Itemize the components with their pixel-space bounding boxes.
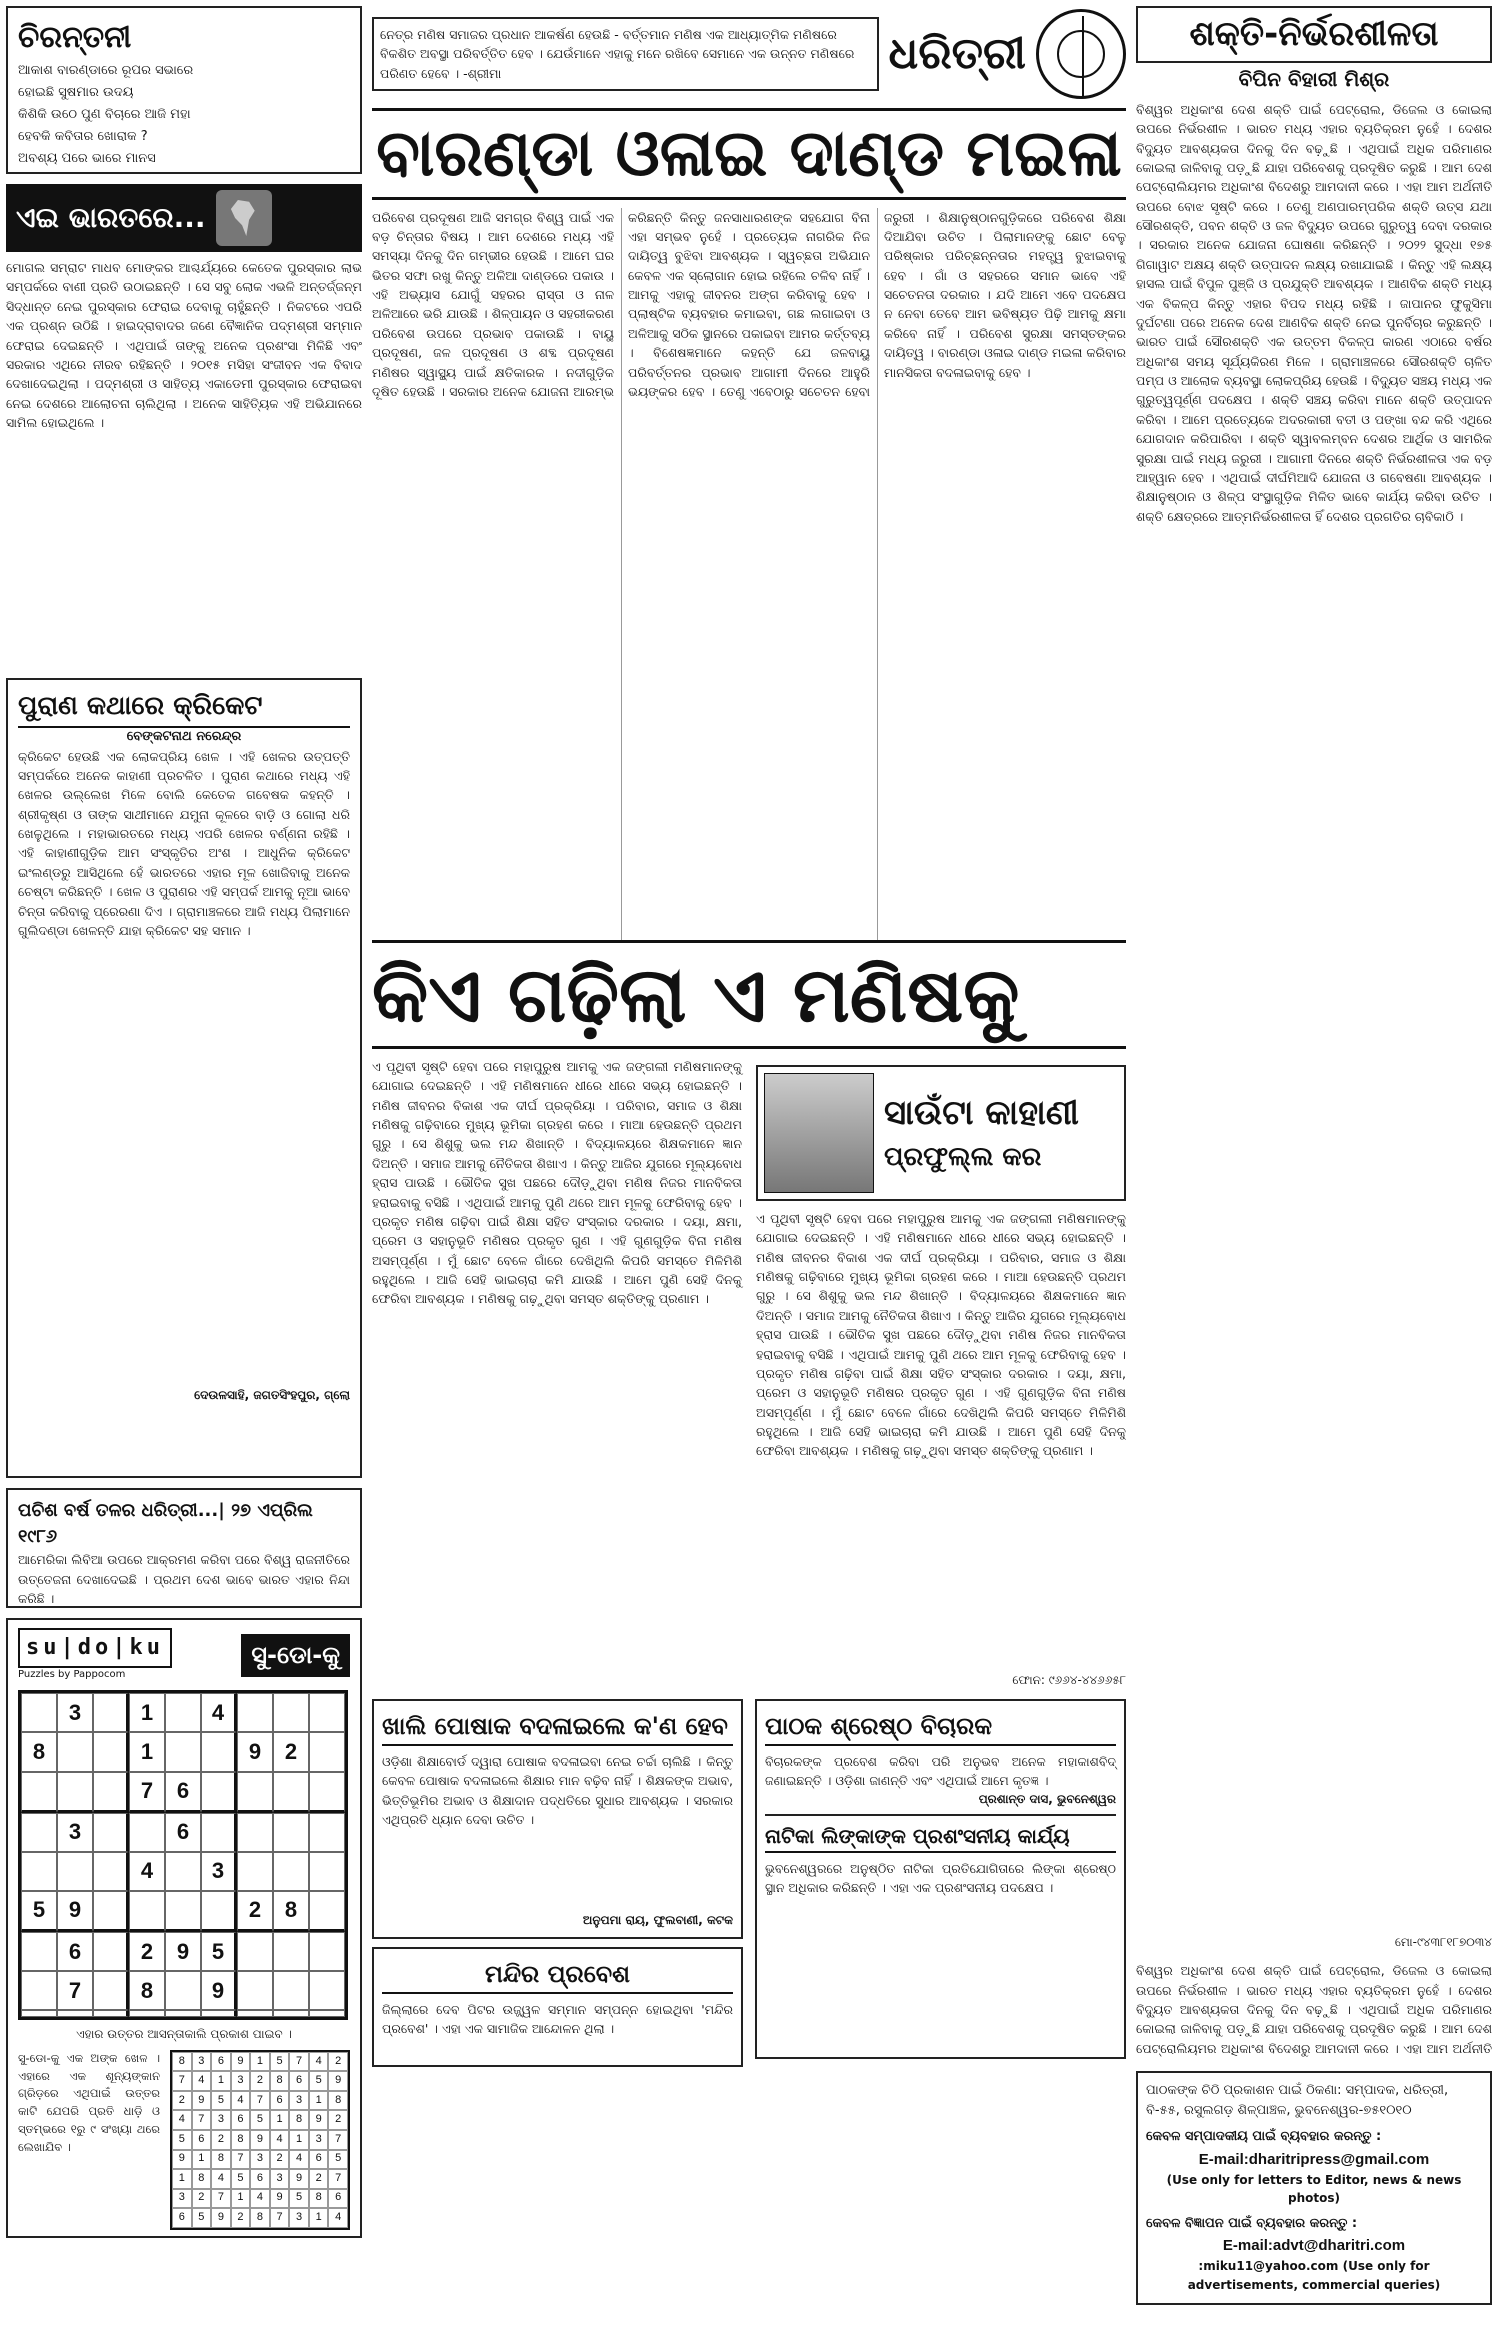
- sudoku-cell[interactable]: 8: [21, 1732, 57, 1771]
- contact-box: [1136, 2071, 1492, 2304]
- sudoku-cell[interactable]: [273, 1852, 309, 1891]
- solution-cell: 6: [250, 2169, 270, 2189]
- solution-cell: 4: [192, 2071, 212, 2091]
- sudoku-cell[interactable]: [201, 1732, 237, 1771]
- sudoku-cell[interactable]: 5: [201, 1932, 237, 1971]
- sudoku-cell[interactable]: [93, 1813, 129, 1852]
- sudoku-cell[interactable]: [165, 2010, 201, 2017]
- poem-line: [18, 170, 350, 174]
- solution-cell: 2: [328, 2052, 348, 2072]
- solution-cell: 1: [192, 2150, 212, 2170]
- sudoku-cell[interactable]: [165, 1852, 201, 1891]
- sudoku-cell[interactable]: [93, 1693, 129, 1732]
- sudoku-cell[interactable]: 7: [57, 1971, 93, 2010]
- solution-cell: 3: [289, 2208, 309, 2228]
- solution-cell: 7: [192, 2110, 212, 2130]
- solution-cell: 5: [289, 2189, 309, 2209]
- solution-cell: 4: [270, 2130, 290, 2150]
- solution-cell: 5: [309, 2071, 329, 2091]
- solution-cell: 7: [328, 2130, 348, 2150]
- solution-cell: 6: [289, 2071, 309, 2091]
- solution-cell: 1: [250, 2052, 270, 2072]
- solution-cell: 7: [231, 2150, 251, 2170]
- solution-cell: 9: [289, 2169, 309, 2189]
- sudoku-cell[interactable]: [201, 1813, 237, 1852]
- masthead: [372, 6, 1126, 102]
- sudoku-cell[interactable]: [309, 2010, 345, 2017]
- middle-column: [372, 6, 1126, 2071]
- bharat-text: ମୋଗଲ ସମ୍ରାଟ ମାଧବ ମୋଙ୍କର ଆଶ୍ଚର୍ଯ୍ୟରେ କେତେକ ପୁରସ୍କାର ଲାଭ ସମ୍ପର୍କରେ ବାଣୀ ପ୍ରତି ଉଠାଇଛନ୍ତି । ସେ ସବୁ ଲୋକ ଏଭଳି ଅନ୍ତର୍ଜ୍ଜନ୍ମ ସିଦ୍ଧାନ୍ତ ନେଇ ପୁରସ୍କାର ଫେରାଇ ଦେବାକୁ ଚାହୁଁଛନ୍ତି । ନିକଟରେ ଏପରି ଏକ ପ୍ରଶ୍ନ ଉଠିଛି । ହାଇଦ୍ରାବାଦର ଜଣେ ବୈଜ୍ଞାନିକ ପଦ୍ମଶ୍ରୀ ସମ୍ମାନ ଫେରାଇ ଦେଇଛନ୍ତି । ଏଥିପାଇଁ ତାଙ୍କୁ ଅନେକ ପ୍ରଶଂସା ମିଳିଛି ଏବଂ ସରକାର ଏଥିରେ ନୀରବ ରହିଛନ୍ତି । ୨୦୧୫ ମସିହା ସଂଜୀବନ ଏକ ବିବାଦ ଦେଖାଦେଇଥିଲା । ପଦ୍ମଶ୍ରୀ ଓ ସାହିତ୍ୟ ଏକାଡେମୀ ପୁରସ୍କାର ଫେରାଇବା ନେଇ ଦେଶରେ ଆଲୋଚନା ଚାଲିଥିଲା । ଅନେକ ସାହିତ୍ୟିକ ଏହି ଅଭିଯାନରେ ସାମିଲ ହୋଇଥିଲେ ।: [6, 260, 362, 430]
- sudoku-cell[interactable]: [93, 1891, 129, 1932]
- solution-cell: 4: [211, 2169, 231, 2189]
- dharitri-logo: ଧରିତ୍ରୀ: [888, 28, 1026, 80]
- solution-cell: 8: [309, 2189, 329, 2209]
- poem-title: ଚିରନ୍ତନୀ: [18, 20, 132, 55]
- sudoku-cell[interactable]: 3: [201, 1852, 237, 1891]
- cricket-author: ବେଙ୍କଟନାଥ ନରେନ୍ଦ୍ର: [126, 728, 242, 744]
- sudoku-cell[interactable]: [165, 1971, 201, 2010]
- solution-cell: 8: [172, 2052, 192, 2072]
- solution-cell: 9: [270, 2189, 290, 2209]
- sudoku-cell[interactable]: [237, 2010, 273, 2017]
- article-2: [372, 1049, 1126, 1689]
- readers-box: [755, 1699, 1126, 2059]
- solution-cell: 6: [328, 2189, 348, 2209]
- poem-box: [6, 6, 362, 174]
- solution-cell: 9: [231, 2052, 251, 2072]
- article-2-text-left: ଏ ପୃଥିବୀ ସୃଷ୍ଟି ହେବା ପରେ ମହାପୁରୁଷ ଆମକୁ ଏକ ଜଙ୍ଗଲୀ ମଣିଷମାନଙ୍କୁ ଯୋଗାଇ ଦେଇଛନ୍ତି । ଏହି ମଣିଷମାନେ ଧୀରେ ଧୀରେ ସଭ୍ୟ ହୋଇଛନ୍ତି । ମଣିଷ ଜୀବନର ବିକାଶ ଏକ ଦୀର୍ଘ ପ୍ରକ୍ରିୟା । ପରିବାର, ସମାଜ ଓ ଶିକ୍ଷା ମଣିଷକୁ ଗଢ଼ିବାରେ ମୁଖ୍ୟ ଭୂମିକା ଗ୍ରହଣ କରେ । ମାଆ ହେଉଛନ୍ତି ପ୍ରଥମ ଗୁରୁ । ସେ ଶିଶୁକୁ ଭଲ ମନ୍ଦ ଶିଖାନ୍ତି । ବିଦ୍ୟାଳୟରେ ଶିକ୍ଷକମାନେ ଜ୍ଞାନ ଦିଅନ୍ତି । ସମାଜ ଆମକୁ ନୈତିକତା ଶିଖାଏ । କିନ୍ତୁ ଆଜିର ଯୁଗରେ ମୂଲ୍ୟବୋଧ ହ୍ରାସ ପାଉଛି । ଭୌତିକ ସୁଖ ପଛରେ ଦୌଡ଼ୁଥିବା ମଣିଷ ନିଜର ମାନବିକତା ହରାଇବାକୁ ବସିଛି । ଏଥିପାଇଁ ଆମକୁ ପୁଣି ଥରେ ଆମ ମୂଳକୁ ଫେରିବାକୁ ହେବ । ପ୍ରକୃତ ମଣିଷ ଗଢ଼ିବା ପାଇଁ ଶିକ୍ଷା ସହିତ ସଂସ୍କାର ଦରକାର । ଦୟା, କ୍ଷମା, ପ୍ରେମ ଓ ସହାନୁଭୂତି ମଣିଷର ପ୍ରକୃତ ଗୁଣ । ଏହି ଗୁଣଗୁଡ଼ିକ ବିନା ମଣିଷ ଅସମ୍ପୂର୍ଣ୍ଣ । ମୁଁ ଛୋଟ ବେଳେ ଗାଁରେ ଦେଖିଥିଲି କିପରି ସମସ୍ତେ ମିଳିମିଶି ରହୁଥିଲେ । ଆଜି ସେହି ଭାଇଚାରା କମି ଯାଉଛି । ଆମେ ପୁଣି ସେହି ଦିନକୁ ଫେରିବା ଆବଶ୍ୟକ । ମଣିଷକୁ ଗଢ଼ୁଥିବା ସମସ୍ତ ଶକ୍ତିଙ୍କୁ ପ୍ରଣାମ ।: [372, 1058, 742, 1307]
- sudoku-cell[interactable]: 1: [129, 1693, 165, 1732]
- cricket-text: କ୍ରିକେଟ ହେଉଛି ଏକ ଲୋକପ୍ରିୟ ଖେଳ । ଏହି ଖେଳର ଉତ୍ପତ୍ତି ସମ୍ପର୍କରେ ଅନେକ କାହାଣୀ ପ୍ରଚଳିତ । ପୁରାଣ କଥାରେ ମଧ୍ୟ ଏହି ଖେଳର ଉଲ୍ଲେଖ ମିଳେ ବୋଲି କେତେକ ଗବେଷକ କହନ୍ତି । ଶ୍ରୀକୃଷ୍ଣ ଓ ତାଙ୍କ ସାଥୀମାନେ ଯମୁନା କୂଳରେ ବାଡ଼ି ଓ ଗୋଲା ଧରି ଖେଳୁଥିଲେ । ମହାଭାରତରେ ମଧ୍ୟ ଏପରି ଖେଳର ବର୍ଣ୍ଣନା ରହିଛି । ଏହି କାହାଣୀଗୁଡ଼ିକ ଆମ ସଂସ୍କୃତିର ଅଂଶ । ଆଧୁନିକ କ୍ରିକେଟ ଇଂଲଣ୍ଡରୁ ଆସିଥିଲେ ହେଁ ଭାରତରେ ଏହାର ମୂଳ ଖୋଜିବାକୁ ଅନେକ ଚେଷ୍ଟା କରିଛନ୍ତି । ଖେଳ ଓ ପୁରାଣର ଏହି ସମ୍ପର୍କ ଆମକୁ ନୂଆ ଭାବେ ଚିନ୍ତା କରିବାକୁ ପ୍ରେରଣା ଦିଏ । ଗ୍ରାମାଞ୍ଚଳରେ ଆଜି ମଧ୍ୟ ପିଲାମାନେ ଗୁଲିଦଣ୍ଡା ଖେଳନ୍ତି ଯାହା କ୍ରିକେଟ ସହ ସମାନ ।: [18, 748, 350, 938]
- solution-cell: 1: [231, 2189, 251, 2209]
- contact-label-ads: କେବଳ ବିଜ୍ଞାପନ ପାଇଁ ବ୍ୟବହାର କରନ୍ତୁ :: [1146, 2216, 1358, 2232]
- sudoku-cell[interactable]: [309, 1693, 345, 1732]
- sudoku-cell[interactable]: [309, 1772, 345, 1813]
- solution-cell: 7: [172, 2071, 192, 2091]
- sudoku-cell[interactable]: [21, 1772, 57, 1813]
- sudoku-cell[interactable]: 2: [273, 1732, 309, 1771]
- author-portrait: [764, 1073, 874, 1193]
- article-1-text: ପରିବେଶ ପ୍ରଦୂଷଣ ଆଜି ସମଗ୍ର ବିଶ୍ୱ ପାଇଁ ଏକ ବଡ଼ ଚିନ୍ତାର ବିଷୟ । ଆମ ଦେଶରେ ମଧ୍ୟ ଏହି ସମସ୍ୟା ଦିନକୁ ଦିନ ଗମ୍ଭୀର ହେଉଛି । ଆମେ ଘର ଭିତର ସଫା ରଖୁ କିନ୍ତୁ ଅଳିଆ ଦାଣ୍ଡରେ ପକାଉ । ଏହି ଅଭ୍ୟାସ ଯୋଗୁଁ ସହରର ରାସ୍ତା ଓ ନାଳ ଅଳିଆରେ ଭରି ଯାଉଛି । ଶିଳ୍ପାୟନ ଓ ସହରୀକରଣ ପରିବେଶ ଉପରେ ପ୍ରଭାବ ପକାଉଛି । ବାୟୁ ପ୍ରଦୂଷଣ, ଜଳ ପ୍ରଦୂଷଣ ଓ ଶବ୍ଦ ପ୍ରଦୂଷଣ ମଣିଷର ସ୍ୱାସ୍ଥ୍ୟ ପାଇଁ କ୍ଷତିକାରକ । ନଦୀଗୁଡ଼ିକ ଦୂଷିତ ହେଉଛି । ସରକାର ଅନେକ ଯୋଜନା ଆରମ୍ଭ କରିଛନ୍ତି କିନ୍ତୁ ଜନସାଧାରଣଙ୍କ ସହଯୋଗ ବିନା ଏହା ସମ୍ଭବ ନୁହେଁ । ପ୍ରତ୍ୟେକ ନାଗରିକ ନିଜ ଦାୟିତ୍ୱ ବୁଝିବା ଆବଶ୍ୟକ । ସ୍ୱଚ୍ଛତା ଅଭିଯାନ କେବଳ ଏକ ସ୍ଲୋଗାନ ହୋଇ ରହିଲେ ଚଳିବ ନାହିଁ । ଆମକୁ ଏହାକୁ ଜୀବନର ଅଙ୍ଗ କରିବାକୁ ହେବ । ପ୍ଲାଷ୍ଟିକ ବ୍ୟବହାର କମାଇବା, ଗଛ ଲଗାଇବା ଓ ଅଳିଆକୁ ସଠିକ ସ୍ଥାନରେ ପକାଇବା ଆମର କର୍ତ୍ତବ୍ୟ । ବିଶେଷଜ୍ଞମାନେ କହନ୍ତି ଯେ ଜଳବାୟୁ ପରିବର୍ତ୍ତନର ପ୍ରଭାବ ଆଗାମୀ ଦିନରେ ଆହୁରି ଭୟଙ୍କର ହେବ । ତେଣୁ ଏବେଠାରୁ ସଚେତନ ହେବା ଜରୁରୀ । ଶିକ୍ଷାନୁଷ୍ଠାନଗୁଡ଼ିକରେ ପରିବେଶ ଶିକ୍ଷା ଦିଆଯିବା ଉଚିତ । ପିଲାମାନଙ୍କୁ ଛୋଟ ବେଳୁ ପରିଷ୍କାର ପରିଚ୍ଛନ୍ନତାର ମହତ୍ତ୍ୱ ବୁଝାଇବାକୁ ହେବ । ଗାଁ ଓ ସହରରେ ସମାନ ଭାବେ ଏହି ସଚେତନତା ଦରକାର । ଯଦି ଆମେ ଏବେ ପଦକ୍ଷେପ ନ ନେବା ତେବେ ଆମ ଭବିଷ୍ୟତ ପିଢ଼ି ଆମକୁ କ୍ଷମା କରିବେ ନାହିଁ । ପରିବେଶ ସୁରକ୍ଷା ସମସ୍ତଙ୍କର ଦାୟିତ୍ୱ । ବାରଣ୍ଡା ଓଳାଇ ଦାଣ୍ଡ ମଇଳା କରିବାର ମାନସିକତା ବଦଳାଇବାକୁ ହେବ ।: [372, 209, 1126, 399]
- sudoku-cell[interactable]: [93, 1772, 129, 1813]
- solution-cell: 1: [309, 2091, 329, 2111]
- letters-section: [372, 1699, 1126, 2071]
- left-column: [6, 6, 362, 2248]
- solution-cell: 9: [211, 2208, 231, 2228]
- sudoku-cell[interactable]: 3: [57, 1813, 93, 1852]
- sudoku-cell[interactable]: [165, 1891, 201, 1932]
- solution-cell: 2: [328, 2110, 348, 2130]
- sudoku-cell[interactable]: [309, 1971, 345, 2010]
- solution-cell: 2: [172, 2091, 192, 2111]
- solution-cell: 2: [192, 2189, 212, 2209]
- sudoku-cell[interactable]: [129, 1891, 165, 1932]
- poem-lines: [18, 60, 350, 175]
- solution-cell: 8: [211, 2150, 231, 2170]
- solution-cell: 9: [328, 2071, 348, 2091]
- sudoku-cell[interactable]: [201, 1891, 237, 1932]
- inset-title: ସାଉଁଟା କାହାଣୀ: [884, 1093, 1079, 1134]
- solution-cell: 6: [270, 2091, 290, 2111]
- solution-cell: 4: [328, 2208, 348, 2228]
- solution-cell: 1: [172, 2169, 192, 2189]
- khali-signature: ଅନୁପମା ରାୟ, ଫୁଲବାଣୀ, କଟକ: [582, 1912, 733, 1927]
- sudoku-answer-note: ଏହାର ଉତ୍ତର ଆସନ୍ତାକାଲି ପ୍ରକାଶ ପାଇବ ।: [76, 2027, 292, 2042]
- solution-cell: 6: [192, 2130, 212, 2150]
- sudoku-cell[interactable]: [201, 1772, 237, 1813]
- sudoku-grid[interactable]: [18, 1690, 348, 2020]
- mandir-title: ମନ୍ଦିର ପ୍ରବେଶ: [382, 1957, 733, 1994]
- sudoku-cell[interactable]: [21, 1813, 57, 1852]
- intro-note: ନେତ୍ର ମଣିଷ ସମାଜର ପ୍ରଧାନ ଆକର୍ଷଣ ହେଉଛି - ବର୍ତ୍ତମାନ ମଣିଷ ଏକ ଆଧ୍ୟାତ୍ମିକ ମଣିଷରେ ବିକଶିତ ଅବସ୍ଥା ପରିବର୍ତ୍ତିତ ହେବ । ଯେଉଁମାନେ ଏହାକୁ ମନେ ରଖିବେ ସେମାନେ ଏକ ଉନ୍ନତ ମଣିଷରେ ପରିଣତ ହେବେ । -ଶ୍ରୀମା: [372, 17, 879, 91]
- solution-cell: 2: [309, 2169, 329, 2189]
- sudoku-cell[interactable]: [21, 1693, 57, 1732]
- inset-box: [756, 1065, 1126, 1201]
- sudoku-cell[interactable]: 8: [129, 1971, 165, 2010]
- solution-cell: 7: [328, 2169, 348, 2189]
- solution-cell: 8: [192, 2169, 212, 2189]
- sudoku-logo: su|do|ku: [18, 1628, 172, 1668]
- sudoku-cell[interactable]: 9: [201, 1971, 237, 2010]
- sudoku-credit: Puzzles by Pappocom: [18, 1668, 126, 1680]
- solution-cell: 7: [211, 2189, 231, 2209]
- solution-cell: 3: [192, 2052, 212, 2072]
- solution-cell: 2: [231, 2208, 251, 2228]
- editorial-email-note: (Use only for letters to Editor, news & news photos): [1166, 2172, 1462, 2206]
- solution-cell: 3: [289, 2091, 309, 2111]
- sudoku-cell[interactable]: 9: [57, 1891, 93, 1932]
- solution-cell: 7: [289, 2052, 309, 2072]
- sudoku-solution-grid: [170, 2050, 350, 2230]
- solution-cell: 5: [231, 2169, 251, 2189]
- contact-address: ପାଠକଙ୍କ ଚିଠି ପ୍ରକାଶନ ପାଇଁ ଠିକଣା: ସମ୍ପାଦକ, ଧରିତ୍ରୀ, ବି-୫୫, ରସୁଲଗଡ଼ ଶିଳ୍ପାଞ୍ଚଳ, ଭୁବନେଶ୍ୱର-୭୫୧୦୧୦: [1146, 2083, 1449, 2119]
- solution-cell: 9: [250, 2130, 270, 2150]
- past-title: ପଚିଶ ବର୍ଷ ତଳର ଧରିତ୍ରୀ...| ୨୭ ଏପ୍ରିଲ ୧୯୮୬: [18, 1500, 313, 1548]
- sudoku-cell[interactable]: [57, 1772, 93, 1813]
- sudoku-cell[interactable]: [165, 1693, 201, 1732]
- sudoku-cell[interactable]: [21, 1852, 57, 1891]
- readers-signature: ପ୍ରଶାନ୍ତ ଦାସ, ଭୁବନେଶ୍ୱର: [978, 1791, 1116, 1806]
- right-column: [1136, 6, 1492, 2305]
- solution-cell: 9: [172, 2150, 192, 2170]
- solution-cell: 5: [250, 2110, 270, 2130]
- sudoku-cell[interactable]: [309, 1732, 345, 1771]
- sudoku-cell[interactable]: [57, 1852, 93, 1891]
- solution-cell: 5: [192, 2208, 212, 2228]
- solution-cell: 3: [211, 2110, 231, 2130]
- sudoku-cell[interactable]: 9: [165, 1932, 201, 1971]
- cricket-title: ପୁରାଣ କଥାରେ କ୍ରିକେଟ: [18, 688, 350, 728]
- solution-cell: 3: [309, 2130, 329, 2150]
- sudoku-cell[interactable]: [273, 1813, 309, 1852]
- sudoku-cell[interactable]: [93, 1852, 129, 1891]
- sudoku-cell[interactable]: [57, 2010, 93, 2017]
- letters-right: [755, 1699, 1126, 2071]
- sudoku-cell[interactable]: 9: [237, 1732, 273, 1771]
- sudoku-cell[interactable]: [309, 1813, 345, 1852]
- sudoku-cell[interactable]: [309, 1852, 345, 1891]
- solution-cell: 6: [309, 2150, 329, 2170]
- sudoku-cell[interactable]: 6: [57, 1932, 93, 1971]
- solution-cell: 1: [309, 2208, 329, 2228]
- solution-cell: 4: [231, 2091, 251, 2111]
- sudoku-cell[interactable]: [237, 1932, 273, 1971]
- poem-line: ହେବକି କବିତାର ଖୋରାକ ?: [18, 128, 148, 144]
- headline-2: କିଏ ଗଢ଼ିଲା ଏ ମଣିଷକୁ: [372, 940, 1126, 1049]
- sudoku-cell[interactable]: 2: [129, 1932, 165, 1971]
- sudoku-cell[interactable]: [201, 2010, 237, 2017]
- solution-cell: 3: [250, 2150, 270, 2170]
- shakti-text-continued: ବିଶ୍ୱର ଅଧିକାଂଶ ଦେଶ ଶକ୍ତି ପାଇଁ ପେଟ୍ରୋଲ, ଡିଜେଲ ଓ କୋଇଲା ଉପରେ ନିର୍ଭରଶୀଳ । ଭାରତ ମଧ୍ୟ ଏହାର ବ୍ୟତିକ୍ରମ ନୁହେଁ । ଦେଶର ବିଦ୍ୟୁତ ଆବଶ୍ୟକତା ଦିନକୁ ଦିନ ବଢ଼ୁଛି । ଏଥିପାଇଁ ଅଧିକ ପରିମାଣର କୋଇଲା ଜାଳିବାକୁ ପଡ଼ୁଛି ଯାହା ପରିବେଶକୁ ପ୍ରଦୂଷିତ କରୁଛି । ଆମ ଦେଶ ପେଟ୍ରୋଲିୟମର ଅଧିକାଂଶ ବିଦେଶରୁ ଆମଦାନୀ କରେ । ଏହା ଆମ ଅର୍ଥନୀତି: [1136, 1963, 1492, 2056]
- solution-cell: 6: [231, 2110, 251, 2130]
- cricket-signature: ଦେଉଳସାହି, ଜଗତସିଂହପୁର, ଗ୍ଲୋ: [194, 1387, 350, 1402]
- sudoku-cell[interactable]: 4: [201, 1693, 237, 1732]
- cricket-box: [6, 678, 362, 1478]
- sudoku-cell[interactable]: [237, 1971, 273, 2010]
- sudoku-title: ସୁ-ଡୋ-କୁ: [241, 1634, 350, 1677]
- solution-cell: 9: [192, 2091, 212, 2111]
- readers-text: ବିଚାରକଙ୍କ ପ୍ରବେଶ କରିବା ପରି ଅନୁଭବ ଅନେକ ମହାକାଶବିଦ୍ ଜଣାଇଛନ୍ତି । ଓଡ଼ିଶା ଜାଣନ୍ତି ଏବଂ ଏଥିପାଇଁ ଆମେ କୃତଜ୍ଞ ।: [765, 1753, 1116, 1789]
- india-map-icon: [216, 190, 272, 246]
- solution-cell: 4: [309, 2052, 329, 2072]
- article-2-phone: ଫୋନ: ୯୬୬୪-୪୪୬୬୫୮: [1012, 1672, 1126, 1687]
- solution-cell: 6: [172, 2208, 192, 2228]
- sudoku-cell[interactable]: [309, 1891, 345, 1932]
- editorial-email[interactable]: E-mail:dharitripress@gmail.com: [1198, 2150, 1430, 2168]
- readers-title: ପାଠକ ଶ୍ରେଷ୍ଠ ବିଚାରକ: [765, 1709, 1116, 1746]
- solution-cell: 7: [270, 2208, 290, 2228]
- solution-cell: 4: [289, 2150, 309, 2170]
- solution-cell: 2: [270, 2150, 290, 2170]
- solution-cell: 8: [289, 2110, 309, 2130]
- solution-cell: 1: [289, 2130, 309, 2150]
- poem-line: ହୋଇଛି ସୁଷମାର ଉଦୟ: [18, 84, 134, 100]
- mandir-box: [372, 1947, 743, 2067]
- shakti-title: ଶକ୍ତି-ନିର୍ଭରଶୀଳତା: [1136, 6, 1492, 63]
- past-box: [6, 1488, 362, 1608]
- solution-cell: 8: [270, 2071, 290, 2091]
- mandir-text: ଜିଲ୍ଲାରେ ଦେବ ପିଟର ଉଜ୍ଜ୍ୱଳ ସମ୍ମାନ ସମ୍ପନ୍ନ ହୋଇଥିବା 'ମନ୍ଦିର ପ୍ରବେଶ' । ଏହା ଏକ ସାମାଜିକ ଆନ୍ଦୋଳନ ଥିଲା ।: [382, 2001, 733, 2037]
- sudoku-cell[interactable]: 4: [129, 1852, 165, 1891]
- sudoku-cell[interactable]: 5: [21, 1891, 57, 1932]
- poem-line: ଅବଶ୍ୟ ପରେ ଭାରେ ମାନସ: [18, 150, 156, 166]
- solution-cell: 3: [231, 2071, 251, 2091]
- shakti-author: ବିପିନ ବିହାରୀ ମିଶ୍ର: [1238, 66, 1390, 91]
- letters-left: [372, 1699, 743, 2071]
- bharat-title: ଏଇ ଭାରତରେ...: [16, 200, 206, 234]
- sudoku-cell[interactable]: [57, 1732, 93, 1771]
- sudoku-cell[interactable]: [93, 1932, 129, 1971]
- poem-line: ଆକାଶ ବାରଣ୍ଡାରେ ରୂପର ସଭାରେ: [18, 62, 194, 78]
- poem-line: କିଶିକି ଉଠେ ପୁଣ ବିଚାରେ ଆଜି ମହା: [18, 106, 191, 122]
- wheel-icon: [1036, 9, 1126, 99]
- sudoku-cell[interactable]: [21, 1971, 57, 2010]
- sudoku-cell[interactable]: [273, 2010, 309, 2017]
- solution-cell: 2: [211, 2130, 231, 2150]
- solution-cell: 3: [270, 2169, 290, 2189]
- solution-cell: 3: [172, 2189, 192, 2209]
- bharat-header: [6, 184, 362, 252]
- sudoku-cell[interactable]: [165, 1732, 201, 1771]
- sudoku-cell[interactable]: [237, 1693, 273, 1732]
- sudoku-cell[interactable]: [93, 1971, 129, 2010]
- past-text: ଆମେରିକା ଲିବିଆ ଉପରେ ଆକ୍ରମଣ କରିବା ପରେ ବିଶ୍ୱ ରାଜନୀତିରେ ଉତ୍ତେଜନା ଦେଖାଦେଇଛି । ପ୍ରଥମ ଦେଶ ଭାବେ ଭାରତ ଏହାର ନିନ୍ଦା କରିଛି ।: [18, 1552, 350, 1606]
- sudoku-cell[interactable]: 6: [165, 1813, 201, 1852]
- shakti-text: ବିଶ୍ୱର ଅଧିକାଂଶ ଦେଶ ଶକ୍ତି ପାଇଁ ପେଟ୍ରୋଲ, ଡିଜେଲ ଓ କୋଇଲା ଉପରେ ନିର୍ଭରଶୀଳ । ଭାରତ ମଧ୍ୟ ଏହାର ବ୍ୟତିକ୍ରମ ନୁହେଁ । ଦେଶର ବିଦ୍ୟୁତ ଆବଶ୍ୟକତା ଦିନକୁ ଦିନ ବଢ଼ୁଛି । ଏଥିପାଇଁ ଅଧିକ ପରିମାଣର କୋଇଲା ଜାଳିବାକୁ ପଡ଼ୁଛି ଯାହା ପରିବେଶକୁ ପ୍ରଦୂଷିତ କରୁଛି । ଆମ ଦେଶ ପେଟ୍ରୋଲିୟମର ଅଧିକାଂଶ ବିଦେଶରୁ ଆମଦାନୀ କରେ । ଏହା ଆମ ଅର୍ଥନୀତି ଉପରେ ବୋଝ ସୃଷ୍ଟି କରେ । ତେଣୁ ଅଣପାରମ୍ପରିକ ଶକ୍ତି ଉତ୍ସ ଯଥା ସୌରଶକ୍ତି, ପବନ ଶକ୍ତି ଓ ଜଳ ବିଦ୍ୟୁତ ଉପରେ ଗୁରୁତ୍ୱ ଦେବା ଦରକାର । ସରକାର ଅନେକ ଯୋଜନା ଘୋଷଣା କରିଛନ୍ତି । ୨୦୨୨ ସୁଦ୍ଧା ୧୭୫ ଗିଗାୱାଟ ଅକ୍ଷୟ ଶକ୍ତି ଉତ୍ପାଦନ ଲକ୍ଷ୍ୟ ରଖାଯାଇଛି । କିନ୍ତୁ ଏହି ଲକ୍ଷ୍ୟ ହାସଲ ପାଇଁ ବିପୁଳ ପୁଞ୍ଜି ଓ ପ୍ରଯୁକ୍ତି ଆବଶ୍ୟକ । ଆଣବିକ ଶକ୍ତି ମଧ୍ୟ ଏକ ବିକଳ୍ପ କିନ୍ତୁ ଏହାର ବିପଦ ମଧ୍ୟ ରହିଛି । ଜାପାନର ଫୁକୁସିମା ଦୁର୍ଘଟଣା ପରେ ଅନେକ ଦେଶ ଆଣବିକ ଶକ୍ତି ନେଇ ପୁନର୍ବିଚାର କରୁଛନ୍ତି । ଭାରତ ପାଇଁ ସୌରଶକ୍ତି ଏକ ଉତ୍ତମ ବିକଳ୍ପ କାରଣ ଏଠାରେ ବର୍ଷର ଅଧିକାଂଶ ସମୟ ସୂର୍ଯ୍ୟକିରଣ ମିଳେ । ଗ୍ରାମାଞ୍ଚଳରେ ସୌରଶକ୍ତି ଚାଳିତ ପମ୍ପ ଓ ଆଲୋକ ବ୍ୟବସ୍ଥା ଲୋକପ୍ରିୟ ହେଉଛି । ବିଦ୍ୟୁତ ସଞ୍ଚୟ ମଧ୍ୟ ଏକ ଗୁରୁତ୍ୱପୂର୍ଣ୍ଣ ପଦକ୍ଷେପ । ଶକ୍ତି ସଞ୍ଚୟ କରିବା ମାନେ ଶକ୍ତି ଉତ୍ପାଦନ କରିବା । ଆମେ ପ୍ରତ୍ୟେକେ ଅଦରକାରୀ ବତୀ ଓ ପଙ୍ଖା ବନ୍ଦ କରି ଏଥିରେ ଯୋଗଦାନ କରିପାରିବା । ଶକ୍ତି ସ୍ୱାବଲମ୍ବନ ଦେଶର ଆର୍ଥିକ ଓ ସାମରିକ ସୁରକ୍ଷା ପାଇଁ ମଧ୍ୟ ଜରୁରୀ । ଆଗାମୀ ଦିନରେ ଶକ୍ତି ନିର୍ଭରଶୀଳତା ଏକ ବଡ଼ ଆହ୍ୱାନ ହେବ । ଏଥିପାଇଁ ଦୀର୍ଘମିଆଦି ଯୋଜନା ଓ ଗବେଷଣା ଆବଶ୍ୟକ । ଶିକ୍ଷାନୁଷ୍ଠାନ ଓ ଶିଳ୍ପ ସଂସ୍ଥାଗୁଡ଼ିକ ମିଳିତ ଭାବେ କାର୍ଯ୍ୟ କରିବା ଉଚିତ । ଶକ୍ତି କ୍ଷେତ୍ରରେ ଆତ୍ମନିର୍ଭରଶୀଳତା ହିଁ ଦେଶର ପ୍ରଗତିର ଚାବିକାଠି ।: [1136, 101, 1492, 524]
- sudoku-cell[interactable]: [273, 1693, 309, 1732]
- solution-cell: 7: [250, 2091, 270, 2111]
- sudoku-cell[interactable]: 8: [273, 1891, 309, 1932]
- sudoku-cell[interactable]: 3: [57, 1693, 93, 1732]
- sudoku-cell[interactable]: [21, 1932, 57, 1971]
- contact-label-editorial: କେବଳ ସମ୍ପାଦକୀୟ ପାଇଁ ବ୍ୟବହାର କରନ୍ତୁ :: [1146, 2129, 1382, 2145]
- solution-cell: 2: [250, 2071, 270, 2091]
- sudoku-howto: ସୁ-ଡୋ-କୁ ଏକ ଅଙ୍କ ଖେଳ । ଏହାରେ ଏକ ଶୂନ୍ୟଙ୍କାନ ଗ୍ରିଡ଼ରେ ଏଥିପାଇଁ ଉତ୍ତର କାଟି ଯେପରି ପ୍ରତି ଧାଡ଼ି ଓ ସ୍ତମ୍ଭରେ ୧ରୁ ୯ ସଂଖ୍ୟା ଥରେ ଲେଖାଯିବ ।: [18, 2050, 160, 2154]
- sudoku-cell[interactable]: [129, 1813, 165, 1852]
- khali-text: ଓଡ଼ିଶା ଶିକ୍ଷାବୋର୍ଡ ଦ୍ୱାରା ପୋଷାକ ବଦଳାଇବା ନେଇ ଚର୍ଚ୍ଚା ଚାଲିଛି । କିନ୍ତୁ କେବଳ ପୋଷାକ ବଦଳାଇଲେ ଶିକ୍ଷାର ମାନ ବଢ଼ିବ ନାହିଁ । ଶିକ୍ଷକଙ୍କ ଅଭାବ, ଭିତ୍ତିଭୂମିର ଅଭାବ ଓ ଶିକ୍ଷାଦାନ ପଦ୍ଧତିରେ ସୁଧାର ଆବଶ୍ୟକ । ସରକାର ଏଥିପ୍ରତି ଧ୍ୟାନ ଦେବା ଉଚିତ ।: [382, 1753, 733, 1827]
- solution-cell: 1: [211, 2071, 231, 2091]
- solution-cell: 4: [172, 2110, 192, 2130]
- solution-cell: 5: [172, 2130, 192, 2150]
- sudoku-cell[interactable]: 1: [129, 1732, 165, 1771]
- sudoku-cell[interactable]: [237, 1772, 273, 1813]
- sudoku-cell[interactable]: 2: [237, 1891, 273, 1932]
- sudoku-cell[interactable]: [273, 1932, 309, 1971]
- khali-box: [372, 1699, 743, 1939]
- sudoku-cell[interactable]: [129, 2010, 165, 2017]
- article-2-text-right: ଏ ପୃଥିବୀ ସୃଷ୍ଟି ହେବା ପରେ ମହାପୁରୁଷ ଆମକୁ ଏକ ଜଙ୍ଗଲୀ ମଣିଷମାନଙ୍କୁ ଯୋଗାଇ ଦେଇଛନ୍ତି । ଏହି ମଣିଷମାନେ ଧୀରେ ଧୀରେ ସଭ୍ୟ ହୋଇଛନ୍ତି । ମଣିଷ ଜୀବନର ବିକାଶ ଏକ ଦୀର୍ଘ ପ୍ରକ୍ରିୟା । ପରିବାର, ସମାଜ ଓ ଶିକ୍ଷା ମଣିଷକୁ ଗଢ଼ିବାରେ ମୁଖ୍ୟ ଭୂମିକା ଗ୍ରହଣ କରେ । ମାଆ ହେଉଛନ୍ତି ପ୍ରଥମ ଗୁରୁ । ସେ ଶିଶୁକୁ ଭଲ ମନ୍ଦ ଶିଖାନ୍ତି । ବିଦ୍ୟାଳୟରେ ଶିକ୍ଷକମାନେ ଜ୍ଞାନ ଦିଅନ୍ତି । ସମାଜ ଆମକୁ ନୈତିକତା ଶିଖାଏ । କିନ୍ତୁ ଆଜିର ଯୁଗରେ ମୂଲ୍ୟବୋଧ ହ୍ରାସ ପାଉଛି । ଭୌତିକ ସୁଖ ପଛରେ ଦୌଡ଼ୁଥିବା ମଣିଷ ନିଜର ମାନବିକତା ହରାଇବାକୁ ବସିଛି । ଏଥିପାଇଁ ଆମକୁ ପୁଣି ଥରେ ଆମ ମୂଳକୁ ଫେରିବାକୁ ହେବ । ପ୍ରକୃତ ମଣିଷ ଗଢ଼ିବା ପାଇଁ ଶିକ୍ଷା ସହିତ ସଂସ୍କାର ଦରକାର । ଦୟା, କ୍ଷମା, ପ୍ରେମ ଓ ସହାନୁଭୂତି ମଣିଷର ପ୍ରକୃତ ଗୁଣ । ଏହି ଗୁଣଗୁଡ଼ିକ ବିନା ମଣିଷ ଅସମ୍ପୂର୍ଣ୍ଣ । ମୁଁ ଛୋଟ ବେଳେ ଗାଁରେ ଦେଖିଥିଲି କିପରି ସମସ୍ତେ ମିଳିମିଶି ରହୁଥିଲେ । ଆଜି ସେହି ଭାଇଚାରା କମି ଯାଉଛି । ଆମେ ପୁଣି ସେହି ଦିନକୁ ଫେରିବା ଆବଶ୍ୟକ । ମଣିଷକୁ ଗଢ଼ୁଥିବା ସମସ୍ତ ଶକ୍ତିଙ୍କୁ ପ୍ରଣାମ ।: [756, 1210, 1126, 1459]
- khali-title: ଖାଲି ପୋଷାକ ବଦଳାଇଲେ କ'ଣ ହେବ: [382, 1709, 733, 1746]
- solution-cell: 8: [250, 2208, 270, 2228]
- sudoku-cell[interactable]: 7: [129, 1772, 165, 1813]
- sudoku-cell[interactable]: 6: [165, 1772, 201, 1813]
- sudoku-cell[interactable]: [237, 1852, 273, 1891]
- shakti-phone: ମୋ-୯୪୩୮୧୮୭୦୩୪: [1394, 1934, 1492, 1949]
- solution-cell: 9: [309, 2110, 329, 2130]
- sudoku-cell[interactable]: [93, 2010, 129, 2017]
- sudoku-cell[interactable]: [273, 1772, 309, 1813]
- ads-email[interactable]: E-mail:advt@dharitri.com: [1222, 2237, 1406, 2255]
- sudoku-cell[interactable]: [309, 1932, 345, 1971]
- solution-cell: 5: [211, 2091, 231, 2111]
- solution-cell: 5: [328, 2150, 348, 2170]
- solution-cell: 8: [328, 2091, 348, 2111]
- sudoku-cell[interactable]: [273, 1971, 309, 2010]
- sudoku-cell[interactable]: [237, 1813, 273, 1852]
- inset-author: ପ୍ରଫୁଲ୍ଲ କର: [884, 1141, 1042, 1172]
- solution-cell: 6: [211, 2052, 231, 2072]
- solution-cell: 1: [270, 2110, 290, 2130]
- sudoku-box: [6, 1618, 362, 2238]
- sudoku-cell[interactable]: [93, 1732, 129, 1771]
- natika-title: ନାଟିକା ଲିଙ୍କାଙ୍କ ପ୍ରଶଂସନୀୟ କାର୍ଯ୍ୟ: [765, 1822, 1116, 1853]
- solution-cell: 8: [231, 2130, 251, 2150]
- headline-1: ବାରଣ୍ଡା ଓଳାଇ ଦାଣ୍ଡ ମଇଳା: [372, 108, 1126, 200]
- natika-text: ଭୁବନେଶ୍ୱରରେ ଅନୁଷ୍ଠିତ ନାଟିକା ପ୍ରତିଯୋଗିତାରେ ଲିଙ୍କା ଶ୍ରେଷ୍ଠ ସ୍ଥାନ ଅଧିକାର କରିଛନ୍ତି । ଏହା ଏକ ପ୍ରଶଂସନୀୟ ପଦକ୍ଷେପ ।: [765, 1860, 1116, 1896]
- solution-cell: 5: [270, 2052, 290, 2072]
- ads-email-alt[interactable]: :miku11@yahoo.com (Use only for advertisements, commercial queries): [1187, 2259, 1441, 2293]
- solution-cell: 4: [250, 2189, 270, 2209]
- sudoku-cell[interactable]: [21, 2010, 57, 2017]
